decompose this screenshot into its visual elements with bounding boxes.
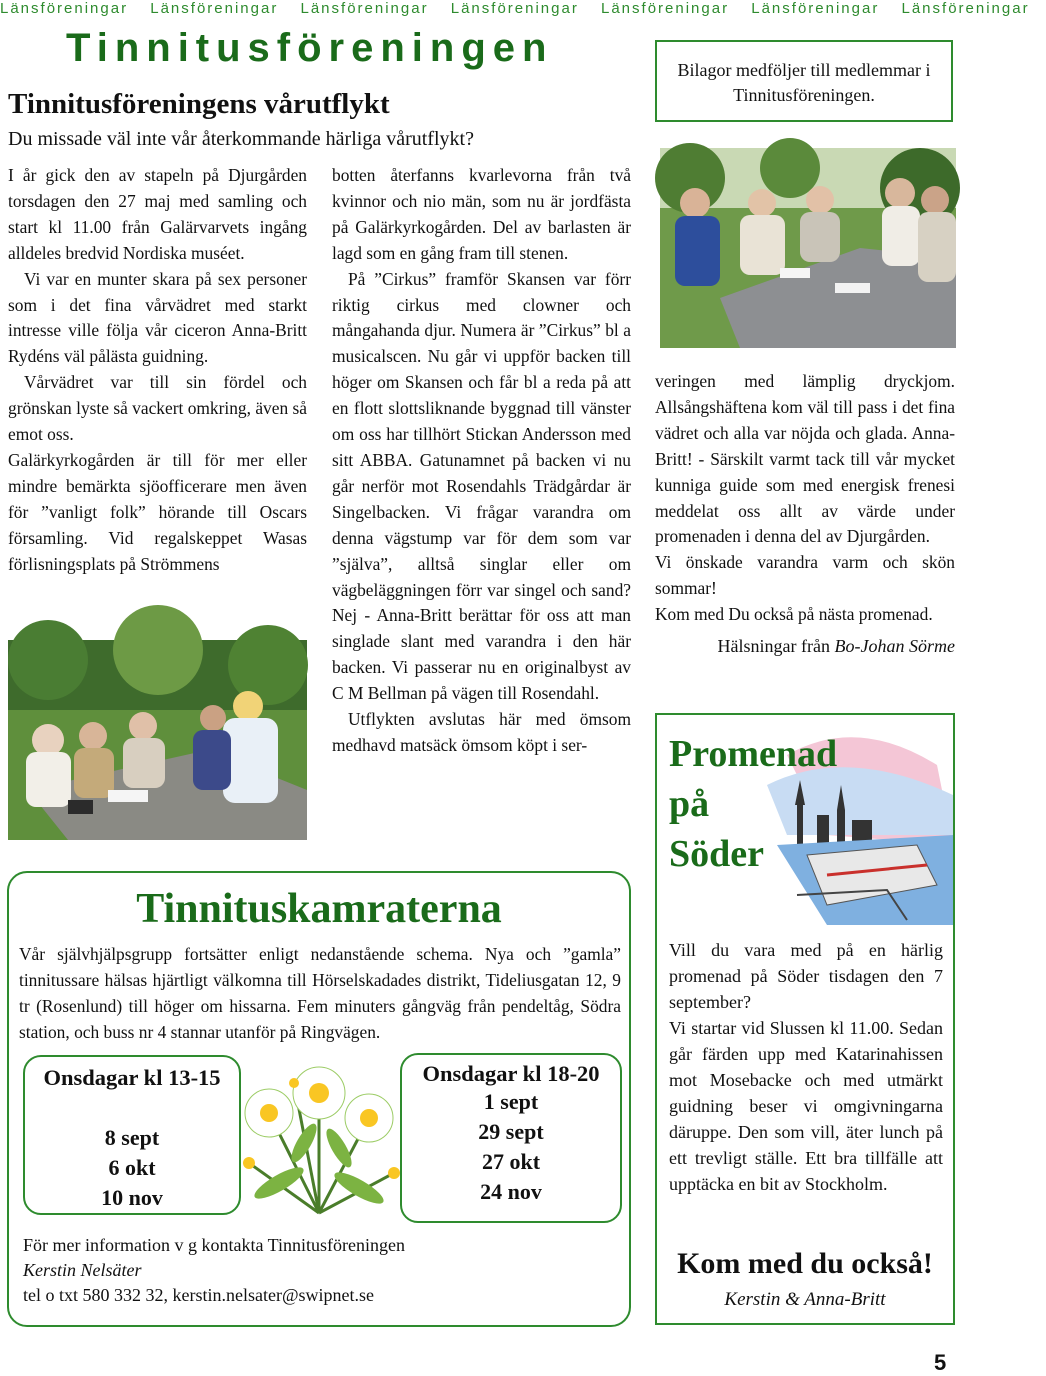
- paragraph: botten återfanns kvarlevorna från två kvinnor och nio män, som nu är jordfästa på Galärkyrkogården. Del av barlasten är lagd som en gång fram till stenen.: [332, 165, 631, 263]
- support-group-text: Vår självhjälpsgrupp fortsätter enligt nedanstående schema. Nya och ”gamla” tinnitussare hälsas hjärtligt välkomna till Hörselskadades distrikt, Tideliusgatan 12, 9 tr (Rosenlund) till höger om hissarna. Fem minuters gångväg från pendeltåg, Södra station, och buss nr 4 stannar utanför på Ringvägen.: [19, 944, 621, 1042]
- schedule-date: 1 sept: [483, 1089, 539, 1114]
- walk-promo-cta: Kom med du också!: [677, 1247, 933, 1280]
- article-title: Tinnitusföreningens vårutflykt: [8, 88, 390, 120]
- contact-tel[interactable]: tel o txt 580 332 32, kerstin.nelsater@swipnet.se: [23, 1285, 375, 1305]
- schedule-heading: Onsdagar kl 13-15: [43, 1065, 221, 1090]
- walk-promo-title: [669, 729, 837, 879]
- support-group-box: [7, 871, 631, 1327]
- ribbon-label: Länsföreningar: [601, 0, 730, 17]
- walk-promo-text: [669, 937, 943, 1197]
- page-number: 5: [934, 1350, 947, 1375]
- paragraph: Utflykten avslutas här med ömsom medhavd matsäck ömsom köpt i ser-: [332, 709, 631, 755]
- paragraph: Vi önskade varandra varm och skön sommar!: [655, 552, 955, 599]
- schedule-date: 6 okt: [108, 1155, 156, 1180]
- paragraph: Kom med Du också på nästa promenad.: [655, 604, 933, 625]
- contact-name: Kerstin Nelsäter: [23, 1260, 142, 1280]
- walk-promo-signature: Kerstin & Anna-Britt: [724, 1289, 886, 1310]
- article-column-1: [8, 163, 307, 578]
- schedule-date: 24 nov: [480, 1179, 542, 1204]
- paragraph: Vi var en munter skara på sex personer som i det fina vårvädret med starkt intresse ville följa vår ciceron Anna-Britt Rydéns väl pålästa guidning.: [8, 268, 307, 367]
- ribbon-label: Länsföreningar: [150, 0, 279, 17]
- schedule-date: 8 sept: [104, 1125, 160, 1150]
- walk-promo-box: [655, 713, 955, 1325]
- photo-picnic-left-image: [8, 640, 307, 840]
- paragraph: Vi startar vid Slussen kl 11.00. Sedan går färden upp med Katarinahissen mot Mosebacke och med utmärkt guidning beser vi omgivningarna däruppe. Den som vill, äter lunch på ett trevligt ställe. Ett bra tillfälle att upptäcka en bit av Stockholm.: [669, 1018, 943, 1194]
- paragraph: På ”Cirkus” framför Skansen var förr riktig cirkus med clowner och mångahanda djur. Numera är ”Cirkus” bl a musicalscen. Nu går vi uppför backen till höger om Skansen och får bl a reda på att en flott slottsliknande byggnad till vänster om oss har tillhört Stickan Andersson med sitt ABBA. Gatunamnet på backen vi nu går nerför mot Rosendahls Trädgårdar är Singelbacken. Vi frågar varandra om denna vägstump var för dem som var ”själva”, alltså singlar eller om vägbeläggningen förr var singel och sand? Nej - Anna-Britt berättar för oss att man singlade slant med varandra i den här backen. Vi passerar nu en originalbyst av C M Bellman på vägen till Rosendahl.: [332, 268, 631, 704]
- ribbon-label: Länsföreningar: [450, 0, 579, 17]
- photo-picnic-left: [8, 640, 307, 840]
- walk-promo-title-line: Söder: [669, 833, 764, 875]
- article-column-2: [332, 163, 631, 759]
- ribbon-label: Länsföreningar: [751, 0, 880, 17]
- walk-promo-title-line: på: [669, 783, 710, 825]
- article-column-3: [655, 369, 955, 660]
- contact-info: [23, 1233, 405, 1308]
- schedule-date: 27 okt: [481, 1149, 541, 1174]
- schedule-date: 10 nov: [101, 1185, 163, 1210]
- brand-heading: Tinnitusföreningen: [66, 26, 554, 70]
- schedule-heading: Onsdagar kl 18-20: [422, 1061, 600, 1086]
- walk-promo-title-line: Promenad: [669, 733, 838, 775]
- flower-bouquet-illustration: [209, 1023, 429, 1223]
- schedule-evening: [400, 1053, 622, 1223]
- paragraph: I år gick den av stapeln på Djurgården torsdagen den 27 maj med samling och start kl 11.00 från Galärvarvets ingång alldeles bredvid Nordiska muséet.: [8, 165, 307, 263]
- paragraph: veringen med lämplig dryckjom. Allsångshäftena kom väl till pass i det fina vädret och alla var nöjda och glada. Anna-Britt! - Särskilt varmt tack till vår mycket kunniga guide som med energisk frenesi meddelat oss allt av värde under promenaden i denna del av Djurgården.: [655, 371, 955, 547]
- support-group-title: Tinnituskamraterna: [136, 886, 502, 932]
- photo-picnic-right: [660, 148, 956, 348]
- paragraph: Galärkyrkogården är till för mer eller mindre bemärkta sjöofficerare men även för ”vanligt folk” hörande till Oscars församling. Vid regalskeppet Wasas förlisningsplats på Strömmens: [8, 449, 307, 574]
- greeting: Hälsningar från: [717, 636, 831, 657]
- contact-line: För mer information v g kontakta Tinnitusföreningen: [23, 1235, 405, 1255]
- paragraph: Vill du vara med på en härlig promenad på Söder tisdagen den 7 september?: [669, 940, 943, 1012]
- article-lead: Du missade väl inte vår återkommande härliga vårutflykt?: [8, 128, 474, 150]
- paragraph: Vårvädret var till sin fördel och grönskan lyste så vackert omkring, även så emot oss.: [8, 372, 307, 445]
- schedule-date: 29 sept: [478, 1119, 544, 1144]
- photo-picnic-right-image: [660, 148, 956, 348]
- ribbon-label: Länsföreningar: [0, 0, 129, 17]
- author-name: Bo-Johan Sörme: [834, 636, 955, 657]
- article-signature: [655, 634, 955, 660]
- membership-note: Bilagor medföljer till medlemmar i Tinnitusföreningen.: [655, 40, 953, 122]
- ribbon-label: Länsföreningar: [901, 0, 1030, 17]
- section-ribbon: [0, 0, 1030, 22]
- ribbon-label: Länsföreningar: [300, 0, 429, 17]
